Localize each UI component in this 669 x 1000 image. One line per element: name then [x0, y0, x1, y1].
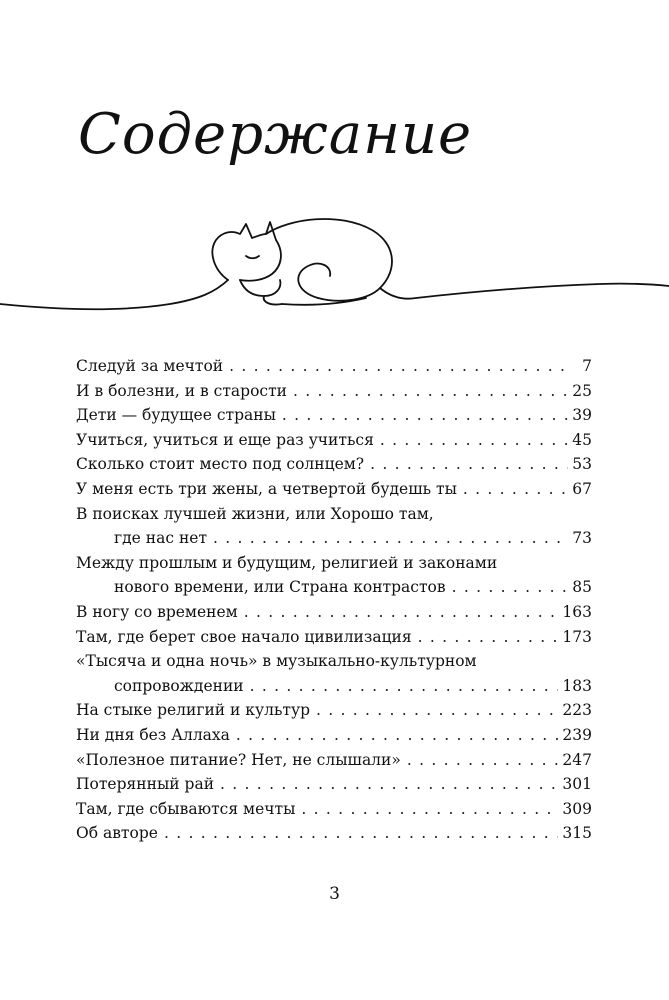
- toc-entry-page: 73: [572, 529, 592, 548]
- toc-dot-leader: [370, 452, 568, 477]
- toc-entry-page: 163: [562, 602, 592, 621]
- toc-entry: [76, 772, 592, 797]
- toc-entry: [76, 723, 592, 748]
- toc-entry-title: Следуй за мечтой: [76, 357, 224, 375]
- toc-entry: [76, 502, 592, 551]
- toc-entry-title: «Полезное питание? Нет, не слышали»: [76, 750, 401, 769]
- toc-entry-title: нового времени, или Страна контрастов: [114, 578, 446, 597]
- toc-dot-leader: [418, 625, 559, 650]
- toc-entry-line: [76, 698, 592, 723]
- toc-entry-title: На стыке религий и культур: [76, 701, 311, 720]
- toc-entry-line: [76, 477, 592, 502]
- toc-dot-leader: [250, 674, 559, 699]
- toc-entry-line: [76, 600, 592, 625]
- toc-entry: [76, 625, 592, 650]
- toc-entry-line: [76, 797, 592, 822]
- toc-entry-line: [76, 428, 592, 453]
- toc-entry: [76, 477, 592, 502]
- toc-entry-page: 239: [562, 725, 592, 744]
- toc-entry-line: [76, 379, 592, 404]
- toc-entry-page: 39: [572, 406, 592, 425]
- toc-entry-page: 85: [572, 578, 592, 597]
- sleeping-cat-line-art: [0, 200, 669, 330]
- toc-entry-page: 173: [562, 627, 592, 646]
- toc-dot-leader: [220, 772, 558, 797]
- toc-entry: [76, 600, 592, 625]
- toc-dot-leader: [316, 698, 558, 723]
- toc-entry-title: Там, где сбываются мечты: [76, 799, 296, 818]
- toc-dot-leader: [236, 723, 559, 748]
- toc-entry-title: Там, где берет свое начало цивилизация: [76, 627, 412, 646]
- toc-entry: [76, 452, 592, 477]
- toc-entry-title: Ни дня без Аллаха: [76, 725, 230, 744]
- toc-entry-line: [76, 674, 592, 699]
- toc-entry-title: Учиться, учиться и еще раз учиться: [76, 430, 374, 449]
- toc-entry-page: 45: [572, 430, 592, 449]
- toc-dot-leader: [164, 821, 558, 846]
- toc-entry-title: У меня есть три жены, а четвертой будешь ты: [76, 479, 457, 498]
- table-of-contents: [76, 354, 592, 846]
- toc-entry-page: 67: [572, 479, 592, 498]
- page-title: Содержание: [78, 102, 473, 167]
- toc-dot-leader: [301, 797, 558, 822]
- toc-entry: [76, 403, 592, 428]
- toc-entry-page: 223: [562, 701, 592, 720]
- toc-entry-title: Сколько стоит место под солнцем?: [76, 455, 365, 474]
- toc-entry: [76, 379, 592, 404]
- toc-entry-page: 183: [562, 676, 592, 695]
- toc-entry-line: [76, 403, 592, 428]
- toc-dot-leader: [380, 428, 568, 453]
- toc-entry-line: [76, 723, 592, 748]
- toc-entry: [76, 797, 592, 822]
- toc-entry-line: [76, 821, 592, 846]
- toc-entry-title-line: «Тысяча и одна ночь» в музыкально-культурном: [76, 652, 477, 671]
- toc-entry-title: И в болезни, и в старости: [76, 381, 287, 400]
- toc-entry-page: 7: [582, 357, 592, 375]
- toc-entry-title: Об авторе: [76, 824, 158, 843]
- toc-entry-title: Дети — будущее страны: [76, 406, 276, 425]
- toc-dot-leader: [244, 600, 559, 625]
- toc-entry-line: [76, 748, 592, 773]
- toc-entry-title: сопровождении: [114, 676, 244, 695]
- toc-dot-leader: [293, 379, 568, 404]
- toc-entry-title: В ногу со временем: [76, 602, 238, 621]
- toc-dot-leader: [229, 354, 572, 379]
- toc-entry: [76, 428, 592, 453]
- toc-dot-leader: [407, 748, 559, 773]
- toc-entry-page: 247: [562, 750, 592, 769]
- page-number: 3: [329, 884, 340, 904]
- toc-entry: [76, 551, 592, 600]
- toc-entry: [76, 354, 592, 379]
- toc-dot-leader: [452, 575, 569, 600]
- toc-entry-page: 301: [562, 775, 592, 794]
- toc-entry-page: 25: [572, 381, 592, 400]
- toc-entry-line: [76, 526, 592, 551]
- toc-entry-page: 315: [562, 824, 592, 843]
- toc-entry: [76, 698, 592, 723]
- toc-entry-title-line: В поисках лучшей жизни, или Хорошо там,: [76, 504, 434, 523]
- toc-entry-title: где нас нет: [114, 529, 208, 548]
- toc-entry-page: 53: [572, 455, 592, 474]
- toc-dot-leader: [463, 477, 568, 502]
- toc-entry: [76, 748, 592, 773]
- toc-entry-line: [76, 625, 592, 650]
- toc-entry-line: [76, 354, 592, 379]
- toc-entry-page: 309: [562, 799, 592, 818]
- toc-entry-title: Потерянный рай: [76, 775, 215, 794]
- toc-entry-line: [76, 772, 592, 797]
- toc-dot-leader: [213, 526, 568, 551]
- toc-dot-leader: [282, 403, 568, 428]
- toc-entry-line: [76, 575, 592, 600]
- toc-entry-line: [76, 452, 592, 477]
- toc-entry: [76, 649, 592, 698]
- toc-entry: [76, 821, 592, 846]
- toc-entry-title-line: Между прошлым и будущим, религией и законами: [76, 553, 498, 572]
